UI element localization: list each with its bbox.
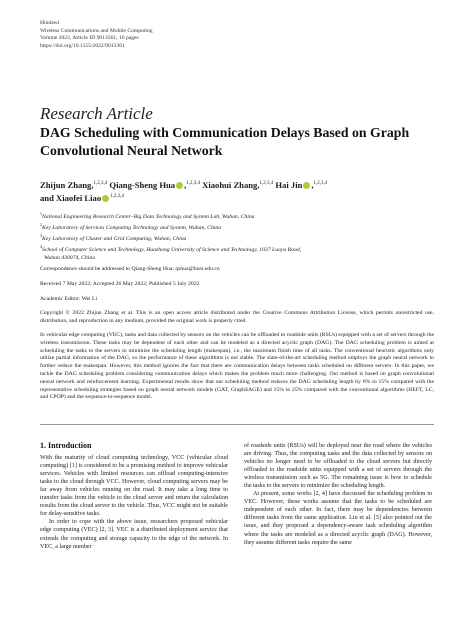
academic-editor: Academic Editor: Wei Li <box>40 296 98 302</box>
paragraph: of roadside units (RSUs) will be deployed near the road where the vehicles are driving. Thus, the computing tasks and the data collected by sensors on vehicles no longer need to be offloaded to the cloud servers but directly offloaded to the roadside units equipped with a set of servers through the wireless transmission such as 5G. The remaining issue is how to schedule the tasks to the servers to minimize the scheduling length. <box>244 443 432 490</box>
affiliation-1: $^1$National Engineering Research Center–Big Data Technology and System Lab, Wuhan, China <box>40 211 255 220</box>
correspondence: Correspondence should be addressed to Qiang-Sheng Hua; qshua@hust.edu.cn <box>40 266 220 272</box>
copyright-notice: Copyright © 2022 Zhijun Zhang et al. This is an open access article distributed under the Creative Commons Attribution License, which permits unrestricted use, distribution, and reproduction in any medium, provided the original work is properly cited. <box>40 310 434 324</box>
affiliation-4: $^4$School of Computer Science and Technology, Huazhong University of Science and Technology, 1037 Luoyu Road, <box>40 244 302 253</box>
section-divider <box>40 424 434 425</box>
orcid-icon[interactable] <box>176 182 183 189</box>
author-3: Xiaohui Zhang,$^{1,2,3,4}$ <box>202 180 274 190</box>
publisher-name: Hindawi <box>40 20 60 26</box>
orcid-icon[interactable] <box>303 182 310 189</box>
journal-header <box>40 20 153 50</box>
orcid-icon[interactable] <box>102 195 109 202</box>
author-2: Qiang-Sheng Hua ,$^{1,2,3,4}$ <box>109 180 200 190</box>
body-column-left <box>40 442 228 551</box>
journal-name: Wireless Communications and Mobile Computing <box>40 27 153 34</box>
author-4: Hai Jin ,$^{1,2,3,4}$ <box>275 180 328 190</box>
publication-dates: Received 7 May 2022; Accepted 26 May 2022; Published 5 July 2022 <box>40 281 200 287</box>
abstract: In vehicular edge computing (VEC), tasks and data collected by sensors on the vehicles can be offloaded to roadside units (RSUs) equipped with a set of servers through the wireless transmission. These tasks may be dependent of each other and can be modeled as a directed acyclic graph (DAG). The DAG scheduling problem is aimed at scheduling the tasks to the servers to minimize the scheduling length (makespan), i.e., the maximum finish time of all tasks. The conventional heuristic algorithms only utilize partial information of the DAG, so the performance of these algorithms is not stable. The state-of-the-art scheduling method employs the graph neural network to further reduce the makespan. However, this method ignores the fact that there are communication delays between tasks scheduled on different servers. In this paper, we tackle the DAG scheduling problem considering communication delays which makes the problem much more challenging. Our method is based on graph convolutional neural network and reinforcement learning. Experimental results show that our scheduling method reduces the DAG scheduling length by 8% to 15% compared with the representative scheduling strategies based on graph neural network models (GAT, GraphSAGE) and 15% to 25% compared with the conventional algorithms (HEFT, LC, and CPOP) and the sequence-to-sequence model. <box>40 332 434 401</box>
paragraph: At present, some works [2, 4] have discussed the scheduling problem in VEC. However, these works assume that the tasks to be scheduled are independent of each other. In fact, there may be dependencies between different tasks from the same application. Liu et al. [3] also pointed out the issue, and they proposed a dependency-aware task scheduling algorithm where the tasks are modeled as a directed acyclic graph (DAG). However, they assume different tasks require the same <box>244 491 432 546</box>
affiliations <box>40 210 434 262</box>
section-heading: 1. Introduction <box>40 441 92 450</box>
author-list <box>40 178 434 204</box>
doi-link[interactable]: https://doi.org/10.1155/2022/9013361 <box>40 42 125 49</box>
article-type: Research Article <box>40 104 153 123</box>
paper-title: DAG Scheduling with Communication Delays Based on Graph Convolutional Neural Network <box>40 125 410 158</box>
affiliation-3: $^3$Key Laboratory of Cluster and Grid Computing, Wuhan, China <box>40 233 187 242</box>
body-column-right <box>244 442 432 547</box>
author-1: Zhijun Zhang,$^{1,2,3,4}$ <box>40 180 108 190</box>
affiliation-4-cont: Wuhan 430074, China <box>44 255 96 261</box>
affiliation-2: $^2$Key Laboratory of Services Computing Technology and System, Wuhan, China <box>40 222 222 231</box>
volume-info: Volume 2022, Article ID 9013361, 16 pages <box>40 35 139 42</box>
paragraph: In order to cope with the above issue, researchers proposed vehicular edge computing (VEC) [2, 3]. VEC is a distributed deployment service that extends the computing and storage capacity to the edge of the network. In VEC, a large number <box>40 519 228 550</box>
author-5: and Xiaofei Liao $^{1,2,3,4}$ <box>40 193 124 203</box>
paragraph: With the maturity of cloud computing technology, VCC (vehicular cloud computing) [1] is considered to be a promising method to improve vehicular services. Vehicles with limited resources can offload computing-intensive tasks to the cloud through VCC. However, cloud computing servers may be far away from vehicles running on the road. It may take a long time to transfer tasks from the vehicle to the cloud server and return the calculation results from the cloud server to the vehicle. Thus, VCC might not be suitable for delay-sensitive tasks. <box>40 455 228 518</box>
